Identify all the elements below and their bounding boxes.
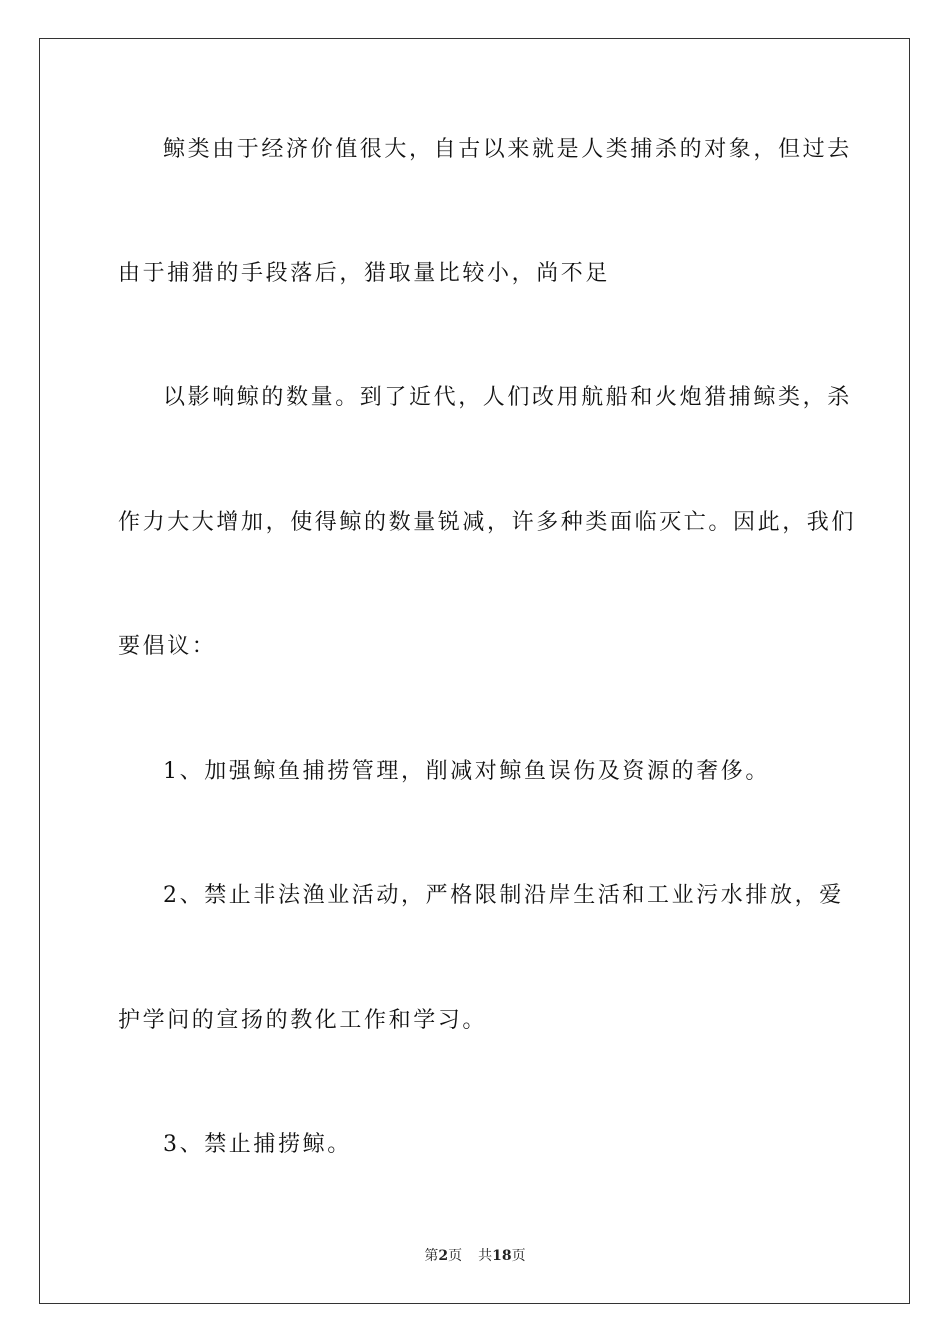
page-number: 2 [438, 1248, 449, 1264]
list-item-1: 1、加强鲸鱼捕捞管理，削减对鲸鱼误伤及资源的奢侈。 [163, 759, 770, 784]
paragraph-2-line-3: 要倡议： [118, 634, 217, 659]
list-item-2-line-2: 护学问的宣扬的教化工作和学习。 [118, 1008, 488, 1033]
list-item-2-line-1: 2、禁止非法渔业活动，严格限制沿岸生活和工业污水排放，爱 [163, 883, 844, 908]
paragraph-2-line-2: 作力大大增加，使得鲸的数量锐减，许多种类面临灭亡。因此，我们 [118, 510, 857, 535]
page-prefix: 第 [424, 1248, 439, 1264]
page-suffix: 页 [448, 1248, 463, 1264]
page-border [39, 38, 910, 1304]
paragraph-2-line-1: 以影响鲸的数量。到了近代，人们改用航船和火炮猎捕鲸类，杀 [163, 385, 852, 410]
page-footer [0, 1246, 950, 1266]
total-prefix: 共 [478, 1248, 493, 1264]
list-item-3: 3、禁止捕捞鲸。 [163, 1132, 352, 1157]
total-suffix: 页 [511, 1248, 526, 1264]
total-pages: 18 [492, 1248, 512, 1264]
paragraph-1-line-2: 由于捕猎的手段落后，猎取量比较小，尚不足 [118, 261, 611, 286]
paragraph-1-line-1: 鲸类由于经济价值很大，自古以来就是人类捕杀的对象，但过去 [163, 137, 852, 162]
